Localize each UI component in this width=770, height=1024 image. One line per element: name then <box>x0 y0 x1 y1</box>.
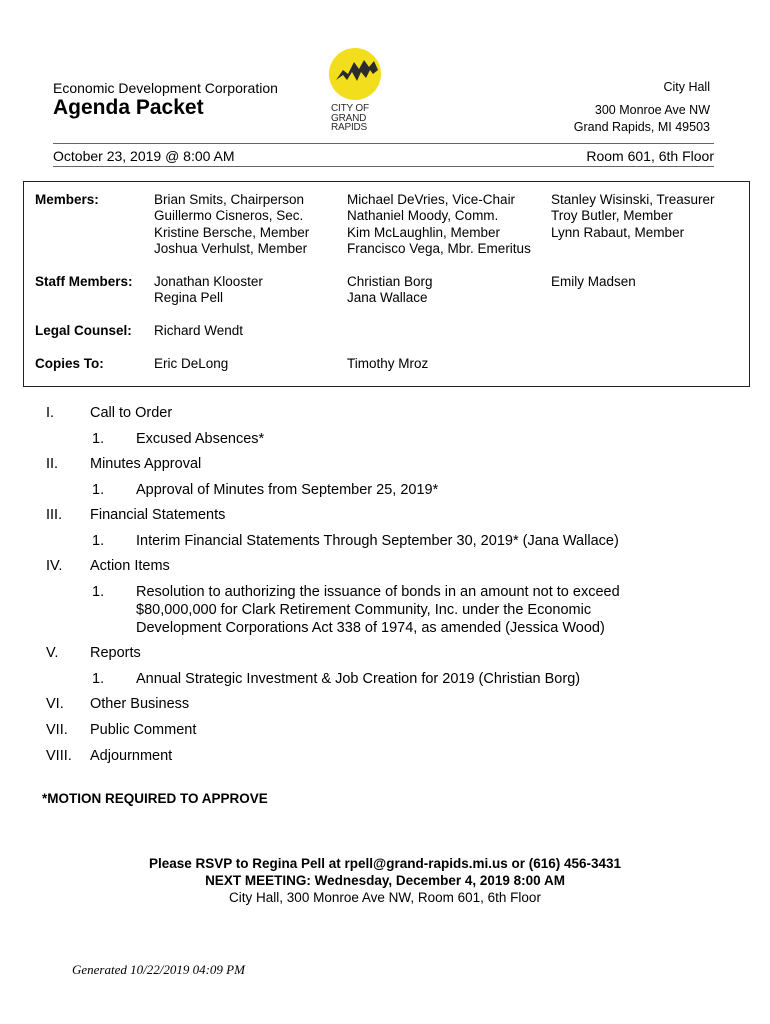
staff-label: Staff Members: <box>35 274 133 289</box>
agenda-number: II. <box>46 456 59 472</box>
agenda-item: Minutes Approval <box>90 456 202 472</box>
subitem-text: Interim Financial Statements Through September 30, 2019* (Jana Wallace) <box>136 533 619 549</box>
rsvp-line: Please RSVP to Regina Pell at rpell@grand-rapids.mi.us or (616) 456-3431 <box>148 856 622 871</box>
legal-counsel-name: Richard Wendt <box>154 323 244 338</box>
subitem-line: Resolution to authorizing the issuance of bonds in an amount not to exceed <box>136 584 620 600</box>
agenda-number: VI. <box>46 696 64 712</box>
members-column <box>154 192 309 257</box>
staff-column <box>154 274 263 307</box>
agenda-item: Public Comment <box>90 722 197 738</box>
member-name: Troy Butler, Member <box>551 208 673 224</box>
address-line: Grand Rapids, MI 49503 <box>573 120 710 134</box>
motion-note: *MOTION REQUIRED TO APPROVE <box>42 791 268 806</box>
subitem-number: 1. <box>92 671 105 687</box>
members-column <box>551 192 715 241</box>
logo-line: RAPIDS <box>331 122 368 133</box>
subitem-number: 1. <box>92 584 105 600</box>
logo-line: CITY OF <box>331 103 369 114</box>
next-meeting-line: NEXT MEETING: Wednesday, December 4, 2019 8:00 AM <box>205 873 565 888</box>
city-logo <box>326 48 384 134</box>
agenda-number: III. <box>46 507 63 523</box>
member-name: Guillermo Cisneros, Sec. <box>154 208 304 224</box>
member-name: Brian Smits, Chairperson <box>154 192 305 207</box>
page-title: Agenda Packet <box>53 96 204 119</box>
divider <box>53 143 714 144</box>
subitem-number: 1. <box>92 482 105 498</box>
member-name: Kim McLaughlin, Member <box>347 224 501 240</box>
agenda-number: V. <box>46 645 59 661</box>
logo-line: GRAND <box>331 112 367 124</box>
members-column <box>347 192 531 257</box>
copies-to-name: Eric DeLong <box>154 356 229 371</box>
generated-timestamp: Generated 10/22/2019 04:09 PM <box>72 962 245 977</box>
agenda-item: Financial Statements <box>90 507 226 523</box>
member-name: Kristine Bersche, Member <box>154 224 310 240</box>
legal-counsel-label: Legal Counsel: <box>35 323 132 338</box>
member-name: Francisco Vega, Mbr. Emeritus <box>347 240 531 256</box>
agenda-item: Other Business <box>90 696 190 712</box>
member-name: Michael DeVries, Vice-Chair <box>347 192 516 207</box>
agenda-item: Adjournment <box>90 748 173 764</box>
agenda-number: VIII. <box>46 748 72 764</box>
staff-name: Jana Wallace <box>347 290 428 306</box>
subitem-number: 1. <box>92 533 105 549</box>
agenda-number: VII. <box>46 722 68 738</box>
subitem-text: Approval of Minutes from September 25, 2019* <box>136 482 439 498</box>
divider <box>53 166 714 167</box>
staff-column <box>551 274 636 290</box>
organization-name: Economic Development Corporation <box>53 80 278 96</box>
subitem-line: Development Corporations Act 338 of 1974, as amended (Jessica Wood) <box>136 620 605 636</box>
agenda-number: I. <box>46 405 55 421</box>
address-line: 300 Monroe Ave NW <box>594 103 710 117</box>
agenda-number: IV. <box>46 558 63 574</box>
member-name: Stanley Wisinski, Treasurer <box>551 192 715 207</box>
members-label: Members: <box>35 192 99 207</box>
copies-to-label: Copies To: <box>35 356 104 371</box>
staff-column <box>347 274 433 307</box>
meeting-room: Room 601, 6th Floor <box>586 148 714 164</box>
member-name: Nathaniel Moody, Comm. <box>347 208 499 224</box>
subitem-line: $80,000,000 for Clark Retirement Community, Inc. under the Economic <box>136 602 592 618</box>
agenda-item: Reports <box>90 645 141 661</box>
staff-name: Emily Madsen <box>551 274 636 289</box>
staff-name: Jonathan Klooster <box>154 274 263 289</box>
member-name: Joshua Verhulst, Member <box>154 240 308 256</box>
agenda-item: Call to Order <box>90 405 173 421</box>
location-line: City Hall, 300 Monroe Ave NW, Room 601, 6th Floor <box>229 890 541 905</box>
copies-to-name: Timothy Mroz <box>347 356 429 371</box>
subitem-text: Annual Strategic Investment & Job Creation for 2019 (Christian Borg) <box>136 671 581 687</box>
staff-name: Regina Pell <box>154 290 224 306</box>
staff-name: Christian Borg <box>347 274 433 289</box>
member-name: Lynn Rabaut, Member <box>551 224 685 240</box>
subitem-text: Excused Absences* <box>136 431 265 447</box>
logo-text <box>331 104 369 133</box>
subitem-text <box>136 583 620 637</box>
subitem-number: 1. <box>92 431 105 447</box>
agenda-item: Action Items <box>90 558 170 574</box>
meeting-date: October 23, 2019 @ 8:00 AM <box>53 148 235 164</box>
address-line: City Hall <box>663 80 710 94</box>
